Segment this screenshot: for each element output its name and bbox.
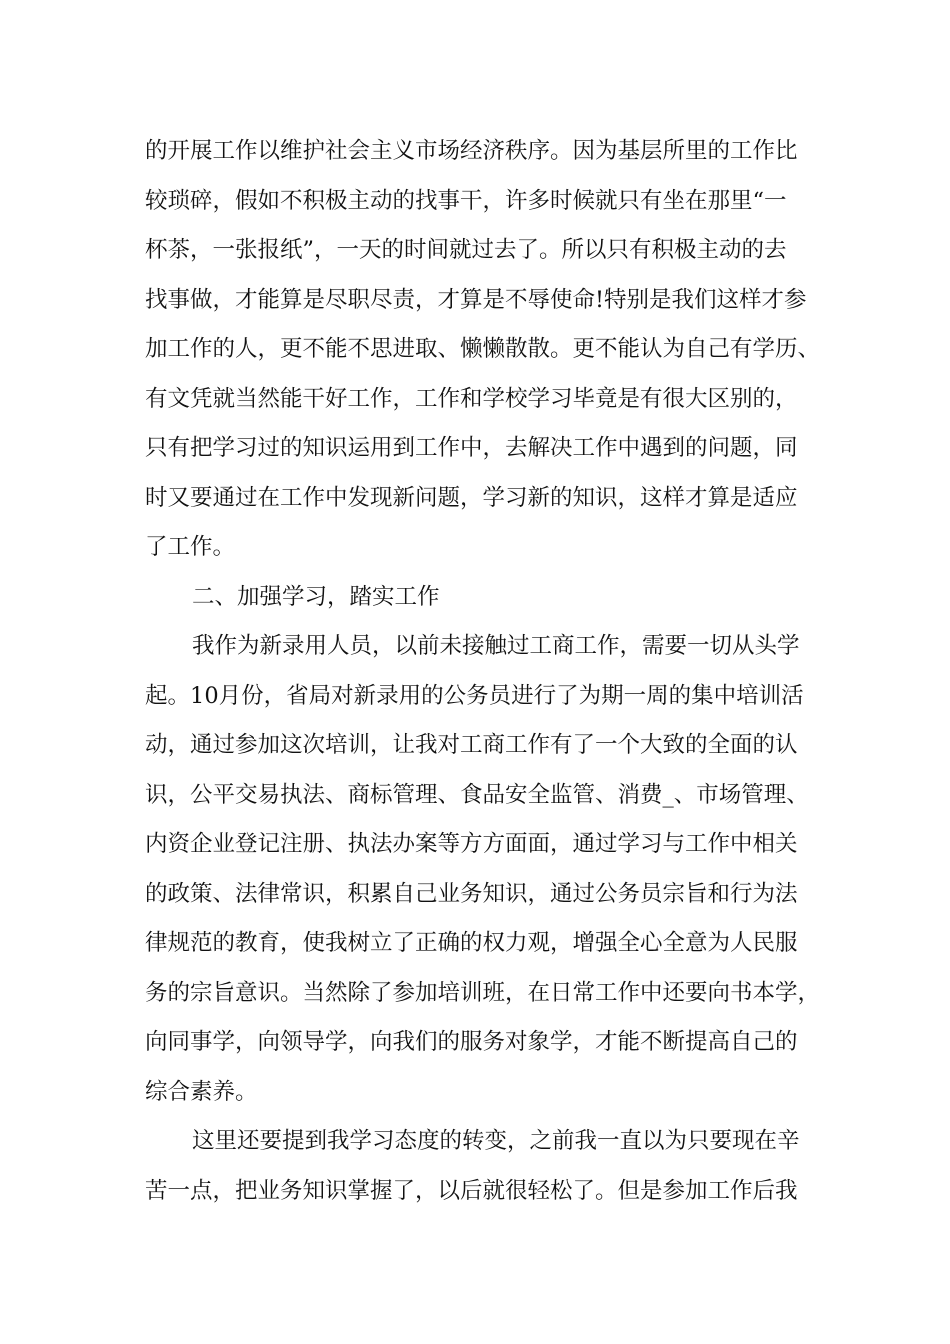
paragraph-line: 我作为新录用人员，以前未接触过工商工作，需要一切从头学 <box>192 633 800 659</box>
paragraph-line: 的开展工作以维护社会主义市场经济秩序。因为基层所里的工作比 <box>145 138 798 164</box>
paragraph-line: 杯茶，一张报纸”，一天的时间就过去了。所以只有积极主动的去 <box>145 237 787 263</box>
paragraph-line: 加工作的人，更不能不思进取、懒懒散散。更不能认为自己有学历、 <box>145 336 821 362</box>
paragraph-line: 起。10月份，省局对新录用的公务员进行了为期一周的集中培训活 <box>145 683 804 709</box>
section-heading: 二、加强学习，踏实工作 <box>192 584 440 610</box>
paragraph-line: 较琐碎，假如不积极主动的找事干，许多时候就只有坐在那里“一 <box>145 188 787 214</box>
paragraph-line: 找事做，才能算是尽职尽责，才算是不辱使命!特别是我们这样才参 <box>145 287 807 313</box>
paragraph-line: 向同事学，向领导学，向我们的服务对象学，才能不断提高自己的 <box>145 1029 798 1055</box>
paragraph-line: 务的宗旨意识。当然除了参加培训班，在日常工作中还要向书本学， <box>145 980 821 1006</box>
paragraph-line: 识，公平交易执法、商标管理、食品安全监管、消费_、市场管理、 <box>145 782 809 808</box>
paragraph-line: 了工作。 <box>145 534 236 560</box>
paragraph-line: 动，通过参加这次培训，让我对工商工作有了一个大致的全面的认 <box>145 732 798 758</box>
paragraph-line: 的政策、法律常识，积累自己业务知识，通过公务员宗旨和行为法 <box>145 881 798 907</box>
paragraph-line: 苦一点，把业务知识掌握了，以后就很轻松了。但是参加工作后我 <box>145 1178 798 1204</box>
paragraph-line: 这里还要提到我学习态度的转变，之前我一直以为只要现在辛 <box>192 1128 800 1154</box>
paragraph-line: 综合素养。 <box>145 1079 258 1105</box>
paragraph-line: 有文凭就当然能干好工作，工作和学校学习毕竟是有很大区别的， <box>145 386 798 412</box>
paragraph-line: 只有把学习过的知识运用到工作中，去解决工作中遇到的问题，同 <box>145 435 798 461</box>
paragraph-line: 时又要通过在工作中发现新问题，学习新的知识，这样才算是适应 <box>145 485 798 511</box>
paragraph-line: 内资企业登记注册、执法办案等方方面面，通过学习与工作中相关 <box>145 831 798 857</box>
paragraph-line: 律规范的教育，使我树立了正确的权力观，增强全心全意为人民服 <box>145 930 798 956</box>
